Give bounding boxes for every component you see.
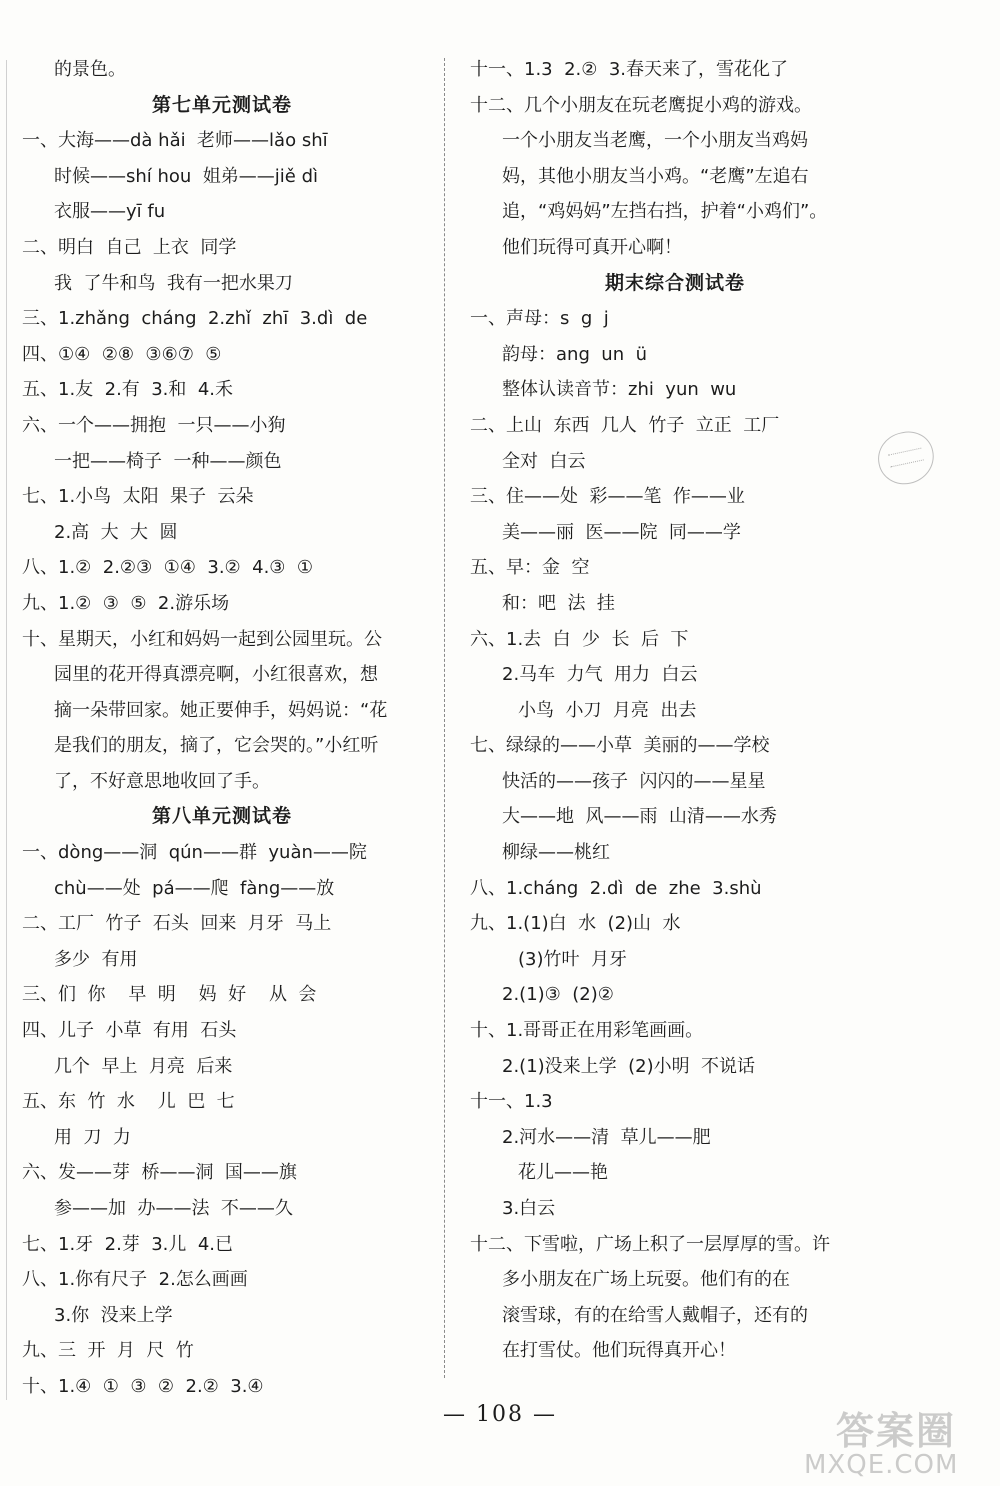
- answer-line: 2.高 大 大 圆: [54, 521, 178, 543]
- answer-line: 十、1.④ ① ③ ② 2.② 3.④: [22, 1375, 264, 1397]
- answer-line: 整体认读音节：zhi yun wu: [502, 379, 737, 401]
- answer-line: 九、三 开 月 尺 竹: [22, 1340, 194, 1362]
- answer-line: 妈，其他小朋友当小鸡。“老鹰”左追右: [502, 165, 809, 187]
- answer-line: 时候——shí hou 姐弟——jiě dì: [54, 165, 319, 187]
- answer-line: 九、1.② ③ ⑤ 2.游乐场: [22, 592, 230, 614]
- stamp-mark: [873, 427, 939, 490]
- answer-line: 十、1.哥哥正在用彩笔画画。: [470, 1020, 704, 1042]
- answer-line: 几个 早上 月亮 后来: [54, 1055, 233, 1077]
- answer-line: 多小朋友在广场上玩耍。他们有的在: [502, 1269, 790, 1291]
- answer-line: 小鸟 小刀 月亮 出去: [518, 699, 697, 721]
- answer-line: 三、1.zhǎng cháng 2.zhǐ zhī 3.dì de: [22, 308, 368, 330]
- answer-line: 二、明白 自己 上衣 同学: [22, 236, 237, 258]
- answer-line: 一、dòng——洞 qún——群 yuàn——院: [22, 842, 367, 864]
- watermark-text-cn: 答案圈: [836, 1409, 957, 1453]
- watermark-logo: [800, 1400, 996, 1484]
- answer-line: 2.(1)③ (2)②: [502, 984, 614, 1006]
- answer-line: 2.河水——清 草儿——肥: [502, 1126, 711, 1148]
- answer-line: chù——处 pá——爬 fàng——放: [54, 877, 335, 899]
- answer-line: 花儿——艳: [518, 1162, 608, 1184]
- answer-line: 五、东 竹 水 儿 巴 七: [22, 1091, 235, 1113]
- answer-line: 十二、几个小朋友在玩老鹰捉小鸡的游戏。: [470, 94, 812, 116]
- answer-line: 八、1.② 2.②③ ①④ 3.② 4.③ ①: [22, 557, 314, 579]
- answer-line: 摘一朵带回家。她正要伸手，妈妈说：“花: [54, 699, 388, 721]
- answer-line: 韵母：ang un ü: [502, 343, 647, 365]
- answer-line: 追，“鸡妈妈”左挡右挡，护着“小鸡们”。: [502, 201, 828, 223]
- section-title: 期末综合测试卷: [604, 271, 745, 294]
- answer-line: 五、早：金 空: [470, 557, 590, 579]
- answer-line: (3)竹叶 月牙: [518, 948, 627, 970]
- answer-line: 二、上山 东西 几人 竹子 立正 工厂: [470, 414, 780, 436]
- answer-line: 是我们的朋友，摘了，它会哭的。”小红听: [54, 735, 379, 757]
- answer-line: 十二、下雪啦，广场上积了一层厚厚的雪。许: [470, 1233, 830, 1255]
- answer-line: 四、①④ ②⑧ ③⑥⑦ ⑤: [22, 343, 222, 365]
- answer-line: 八、1.你有尺子 2.怎么画画: [22, 1269, 248, 1291]
- page-number: — 108 —: [443, 1402, 557, 1427]
- answer-line: 二、工厂 竹子 石头 回来 月牙 马上: [22, 913, 332, 935]
- answer-line: 十一、1.3 2.② 3.春天来了，雪花化了: [470, 59, 788, 80]
- answer-line: 三、住——处 彩——笔 作——业: [470, 486, 745, 508]
- answer-line: 六、发——芽 桥——洞 国——旗: [22, 1162, 297, 1184]
- page-edge-shadow: [6, 60, 7, 1400]
- answer-line: 美——丽 医——院 同——学: [502, 521, 741, 543]
- answer-line: 四、儿子 小草 有用 石头: [22, 1020, 237, 1042]
- answer-line: 2.(1)没来上学 (2)小明 不说话: [502, 1055, 756, 1077]
- answer-line: 了，不好意思地收回了手。: [54, 770, 270, 792]
- answer-line: 一把——椅子 一种——颜色: [54, 450, 282, 472]
- answer-line: 一个小朋友当老鹰，一个小朋友当鸡妈: [502, 130, 808, 152]
- answer-line: 七、1.牙 2.芽 3.儿 4.已: [22, 1233, 234, 1255]
- answer-line: 一、声母：s g j: [470, 308, 609, 330]
- column-divider: [444, 58, 445, 1378]
- answer-line: 我 了牛和鸟 我有一把水果刀: [54, 272, 293, 294]
- answer-line: 3.你 没来上学: [54, 1304, 173, 1326]
- answer-line: 全对 白云: [502, 450, 586, 472]
- answer-line: 参——加 办——法 不——久: [54, 1198, 293, 1219]
- answer-line: 一、大海——dà hǎi 老师——lǎo shī: [22, 130, 328, 152]
- section-title: 第七单元测试卷: [151, 93, 292, 116]
- answer-line: 七、绿绿的——小草 美丽的——学校: [470, 735, 770, 757]
- answer-line: 三、们 你 早 明 妈 好 从 会: [22, 984, 317, 1006]
- answer-line: 园里的花开得真漂亮啊，小红很喜欢，想: [54, 664, 378, 686]
- answer-line: 五、1.友 2.有 3.和 4.禾: [22, 379, 234, 401]
- answer-line: 八、1.cháng 2.dì de zhe 3.shù: [470, 877, 762, 899]
- answer-line: 3.白云: [502, 1198, 556, 1219]
- answer-line: 大——地 风——雨 山清——水秀: [502, 806, 777, 828]
- section-title: 第八单元测试卷: [151, 805, 292, 828]
- answer-line: 在打雪仗。他们玩得真开心！: [502, 1340, 736, 1362]
- answer-line: 六、1.去 白 少 长 后 下: [470, 628, 689, 650]
- answer-line: 快活的——孩子 闪闪的——星星: [502, 770, 766, 792]
- answer-line: 十一、1.3: [470, 1091, 553, 1113]
- answer-line: 2.马车 力气 用力 白云: [502, 664, 698, 686]
- left-column: [22, 52, 422, 1405]
- right-column: [470, 52, 880, 1369]
- answer-line: 柳绿——桃红: [502, 842, 610, 864]
- answer-line: 用 刀 力: [54, 1126, 131, 1148]
- answer-line: 十、星期天，小红和妈妈一起到公园里玩。公: [22, 628, 382, 650]
- answer-line: 七、1.小鸟 太阳 果子 云朵: [22, 486, 254, 508]
- answer-line: 多少 有用: [54, 948, 138, 970]
- answer-line: 和：吧 法 挂: [502, 592, 615, 614]
- answer-line: 衣服——yī fu: [54, 201, 166, 223]
- watermark-text-en: MXQE.COM: [804, 1450, 959, 1480]
- answer-line: 他们玩得可真开心啊！: [502, 236, 682, 258]
- answer-line: 六、一个——拥抱 一只——小狗: [22, 414, 286, 436]
- answer-line: 的景色。: [54, 59, 126, 80]
- answer-line: 九、1.(1)白 水 (2)山 水: [470, 913, 681, 935]
- answer-line: 滚雪球，有的在给雪人戴帽子，还有的: [502, 1304, 808, 1326]
